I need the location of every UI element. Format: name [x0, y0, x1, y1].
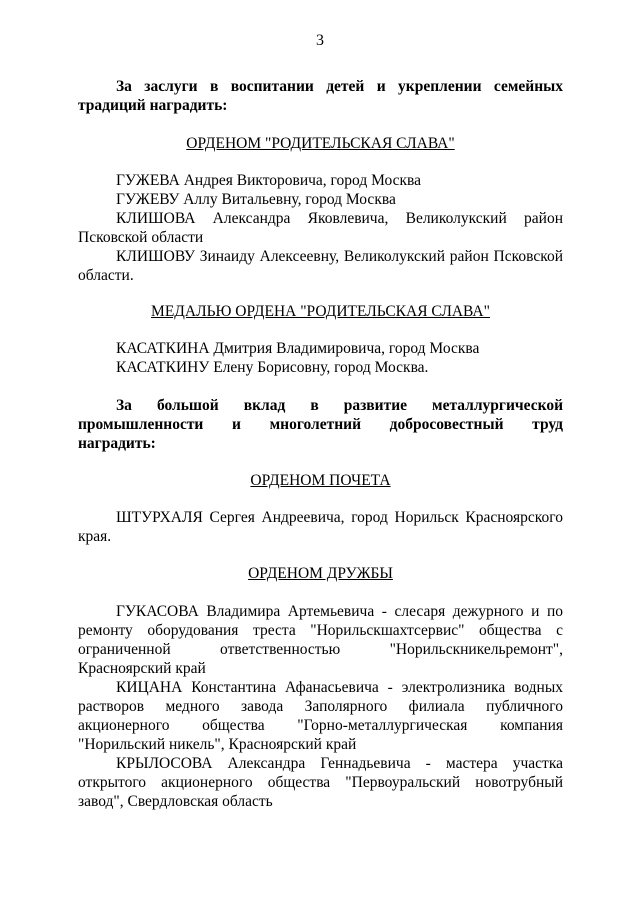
award-section-3 [78, 396, 563, 453]
person-entry: КЛИШОВА Александра Яковлевича, Великолукский район Псковской области [78, 210, 563, 246]
person-entry: ГУЖЕВА Андрея Викторовича, город Москва [116, 172, 422, 189]
people-list-2 [78, 339, 563, 377]
award-name: МЕДАЛЬЮ ОРДЕНА "РОДИТЕЛЬСКАЯ СЛАВА" [151, 303, 490, 320]
award-section-1 [78, 77, 563, 115]
person-entry: КРЫЛОСОВА Александра Геннадьевича - мастера участка открытого акционерного общества "Первоуральский новотрубный завод", Свердловская область [78, 755, 563, 810]
award-name: ОРДЕНОМ ДРУЖБЫ [248, 565, 393, 582]
people-list-1 [78, 171, 563, 285]
intro-line-3: наградить: [78, 435, 156, 452]
page-number: 3 [316, 32, 324, 49]
intro-line-2: промышленности и многолетний добросовестный труд [78, 416, 563, 433]
award-title-3 [78, 471, 563, 490]
award-title-4 [78, 564, 563, 583]
award-title-1 [78, 134, 563, 153]
people-list-4 [78, 602, 563, 811]
intro-line-1: За заслуги в воспитании детей и укреплении семейных [116, 78, 563, 95]
intro-line-2: традиций наградить: [78, 97, 228, 114]
person-entry: ГУЖЕВУ Аллу Витальевну, город Москва [116, 191, 396, 208]
person-entry: ШТУРХАЛЯ Сергея Андреевича, город Норильск Красноярского края. [78, 509, 563, 545]
intro-line-1: За большой вклад в развитие металлургической [116, 397, 563, 414]
person-entry: КАСАТКИНУ Елену Борисовну, город Москва. [116, 359, 429, 376]
award-name: ОРДЕНОМ ПОЧЕТА [250, 472, 391, 489]
people-list-3 [78, 508, 563, 546]
award-name: ОРДЕНОМ "РОДИТЕЛЬСКАЯ СЛАВА" [186, 135, 455, 152]
person-entry: КЛИШОВУ Зинаиду Алексеевну, Великолукский район Псковской области. [78, 248, 563, 284]
person-entry: КИЦАНА Константина Афанасьевича - электролизника водных растворов медного завода Заполярного филиала публичного акционерного общества "Горно-металлургическая компания "Норильский никель", Красноярский край [78, 679, 563, 753]
award-title-2 [78, 302, 563, 321]
person-entry: КАСАТКИНА Дмитрия Владимировича, город Москва [116, 340, 480, 357]
person-entry: ГУКАСОВА Владимира Артемьевича - слесаря дежурного и по ремонту оборудования треста "Норильскшахтсервис" общества с ограниченной ответственностью "Норильскникельремонт", Красноярский край [78, 603, 563, 677]
